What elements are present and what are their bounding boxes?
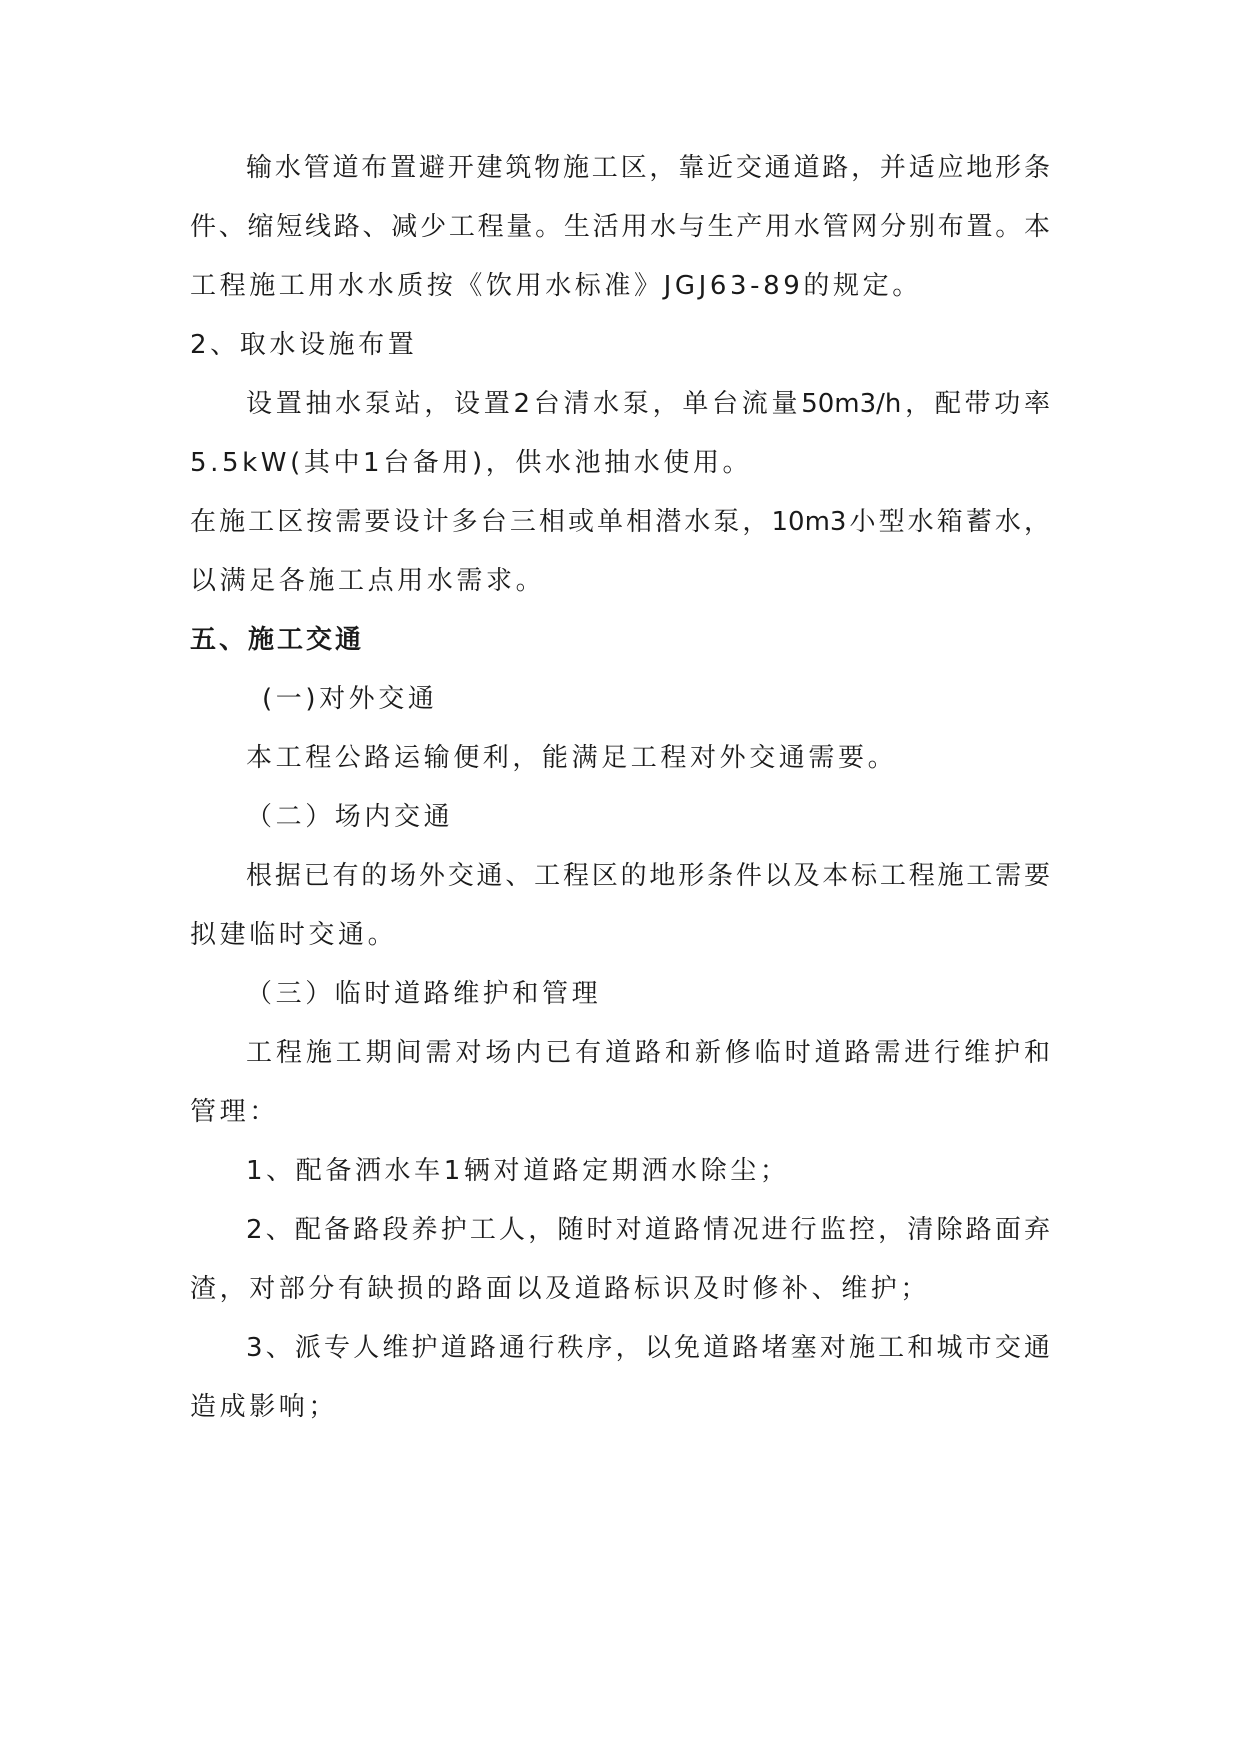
paragraph-line: 根据已有的场外交通、工程区的地形条件以及本标工程施工需要	[246, 861, 1050, 891]
paragraph-line: 设置抽水泵站，设置2台清水泵，单台流量50m3/h，配带功率	[246, 389, 1050, 419]
paragraph-line: 在施工区按需要设计多台三相或单相潜水泵，10m3小型水箱蓄水，	[190, 507, 1050, 537]
list-item-continuation: 渣，对部分有缺损的路面以及道路标识及时修补、维护；	[190, 1274, 931, 1304]
paragraph-line: 工程施工用水水质按《饮用水标准》JGJ63-89的规定。	[190, 271, 922, 301]
paragraph-line: 管理：	[190, 1097, 279, 1127]
list-item: 2、配备路段养护工人，随时对道路情况进行监控，清除路面弃	[246, 1215, 1050, 1245]
paragraph-line: 5.5kW(其中1台备用)，供水池抽水使用。	[190, 448, 753, 478]
paragraph-line: 输水管道布置避开建筑物施工区，靠近交通道路，并适应地形条	[246, 153, 1050, 183]
list-item: 3、派专人维护道路通行秩序，以免道路堵塞对施工和城市交通	[246, 1333, 1050, 1363]
paragraph-line: 件、缩短线路、减少工程量。生活用水与生产用水管网分别布置。本	[190, 212, 1050, 242]
paragraph-line: 工程施工期间需对场内已有道路和新修临时道路需进行维护和	[246, 1038, 1050, 1068]
section-heading: 2、取水设施布置	[190, 330, 418, 360]
subsection-heading: (一)对外交通	[262, 684, 438, 714]
list-item-continuation: 造成影响；	[190, 1392, 339, 1422]
list-item: 1、配备洒水车1辆对道路定期洒水除尘；	[246, 1156, 790, 1186]
paragraph-line: 以满足各施工点用水需求。	[190, 566, 546, 596]
paragraph-line: 拟建临时交通。	[190, 920, 398, 950]
chapter-heading: 五、施工交通	[190, 625, 365, 655]
subsection-heading: （三）临时道路维护和管理	[246, 979, 602, 1009]
subsection-heading: （二）场内交通	[246, 802, 454, 832]
paragraph-line: 本工程公路运输便利，能满足工程对外交通需要。	[246, 743, 898, 773]
